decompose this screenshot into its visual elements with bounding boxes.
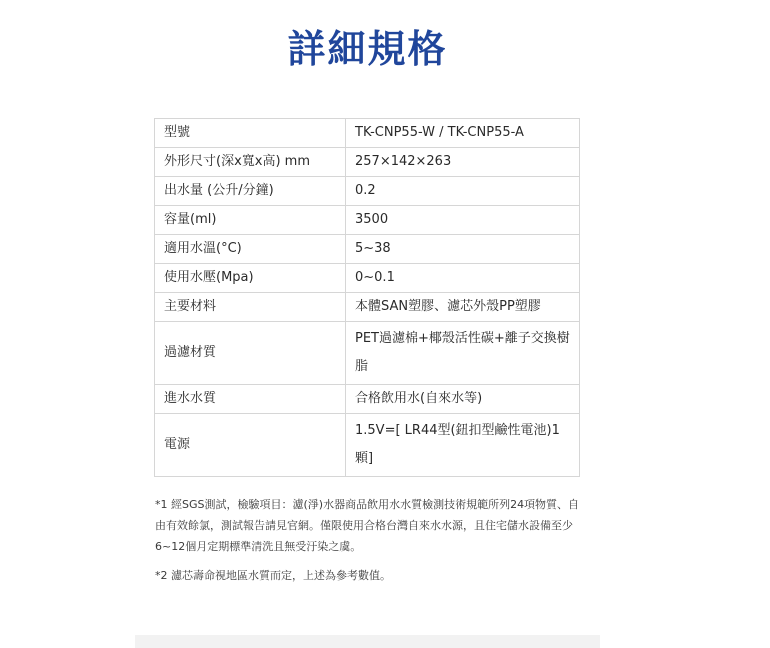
page-margin-right	[600, 0, 770, 648]
footnote-2: *2 濾芯壽命視地區水質而定，上述為參考數值。	[155, 569, 391, 582]
spec-label: 出水量 (公升/分鐘)	[155, 177, 346, 206]
table-row	[155, 293, 580, 322]
spec-card	[135, 0, 600, 635]
spec-label: 進水水質	[155, 385, 346, 414]
spec-label: 適用水溫(°C)	[155, 235, 346, 264]
table-row	[155, 177, 580, 206]
spec-value: TK-CNP55-W / TK-CNP55-A	[346, 119, 580, 148]
table-row	[155, 414, 580, 477]
spec-label: 使用水壓(Mpa)	[155, 264, 346, 293]
table-row	[155, 385, 580, 414]
table-row	[155, 264, 580, 293]
spec-table	[154, 118, 580, 477]
footnotes	[155, 494, 583, 594]
table-row	[155, 322, 580, 385]
page-title: 詳細規格	[287, 27, 448, 71]
spec-value: 合格飲用水(自來水等)	[346, 385, 580, 414]
spec-value: PET過濾棉+椰殼活性碳+離子交換樹脂	[346, 322, 580, 385]
table-row	[155, 235, 580, 264]
page-margin-left	[0, 0, 135, 648]
spec-label: 主要材料	[155, 293, 346, 322]
spec-label: 型號	[155, 119, 346, 148]
spec-value: 0.2	[346, 177, 580, 206]
spec-value: 257×142×263	[346, 148, 580, 177]
spec-value: 1.5V=[ LR44型(鈕扣型鹼性電池)1顆]	[346, 414, 580, 477]
footnote-1: *1 經SGS測試，檢驗項目：濾(淨)水器商品飲用水水質檢測技術規範所列24項物質、自由有效餘氯，測試報告請見官網。僅限使用合格台灣自來水水源，且住宅儲水設備至少6~12個月定期標準清洗且無受汙染之虞。	[155, 498, 580, 553]
spec-label: 過濾材質	[155, 322, 346, 385]
spec-value: 0~0.1	[346, 264, 580, 293]
table-row	[155, 206, 580, 235]
table-row	[155, 148, 580, 177]
spec-value: 本體SAN塑膠、濾芯外殼PP塑膠	[346, 293, 580, 322]
spec-label: 電源	[155, 414, 346, 477]
spec-label: 容量(ml)	[155, 206, 346, 235]
spec-value: 5~38	[346, 235, 580, 264]
table-row	[155, 119, 580, 148]
spec-label: 外形尺寸(深x寬x高) mm	[155, 148, 346, 177]
spec-value: 3500	[346, 206, 580, 235]
